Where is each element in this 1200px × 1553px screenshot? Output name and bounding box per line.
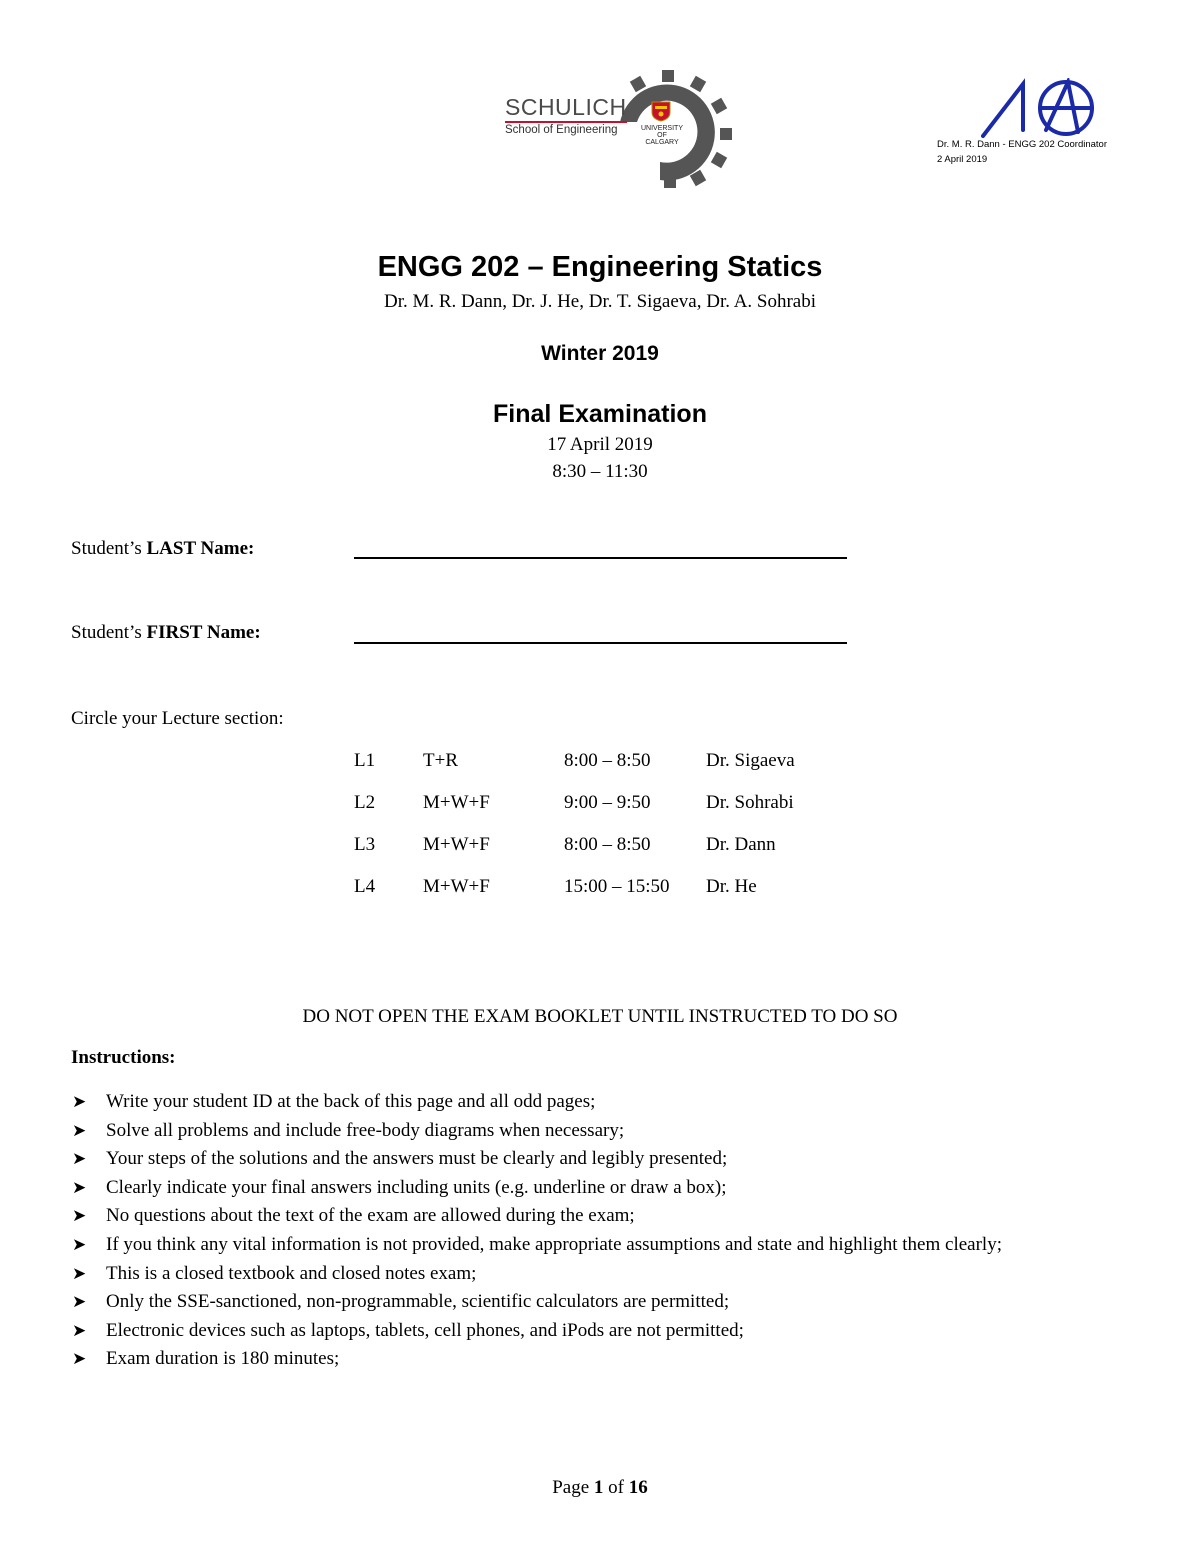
arrowhead-bullet-icon: ➤ <box>72 1320 87 1341</box>
logo-title: SCHULICH <box>505 94 627 120</box>
signature-caption: Dr. M. R. Dann - ENGG 202 Coordinator <box>937 139 1108 150</box>
section-days: M+W+F <box>423 834 490 855</box>
list-item: ➤ Only the SSE-sanctioned, non-programmable, scientific calculators are permitted; <box>72 1291 730 1313</box>
arrowhead-bullet-icon: ➤ <box>72 1263 87 1284</box>
instructors: Dr. M. R. Dann, Dr. J. He, Dr. T. Sigaeva, Dr. A. Sohrabi <box>383 291 817 312</box>
section-row[interactable] <box>354 750 874 776</box>
logo-divider <box>505 121 627 123</box>
first-name-label: Student’s FIRST Name: <box>71 622 261 643</box>
logo-subtitle: School of Engineering <box>505 124 618 136</box>
section-code: L3 <box>354 834 376 855</box>
crest-icon <box>650 100 672 122</box>
section-time: 8:00 – 8:50 <box>564 834 651 855</box>
exam-date: 17 April 2019 <box>547 434 653 455</box>
signature-date: 2 April 2019 <box>937 154 988 165</box>
arrowhead-bullet-icon: ➤ <box>72 1177 87 1198</box>
section-code: L4 <box>354 876 376 897</box>
list-item: ➤ This is a closed textbook and closed notes exam; <box>72 1262 477 1284</box>
instructions-heading: Instructions: <box>71 1047 176 1068</box>
list-item: ➤ Exam duration is 180 minutes; <box>72 1348 340 1370</box>
section-time: 15:00 – 15:50 <box>564 876 670 897</box>
list-item: ➤ No questions about the text of the exam are allowed during the exam; <box>72 1205 635 1227</box>
section-instructor: Dr. Sohrabi <box>706 792 794 813</box>
list-item: ➤ Clearly indicate your final answers including units (e.g. underline or draw a box); <box>72 1176 727 1198</box>
exam-notice: DO NOT OPEN THE EXAM BOOKLET UNTIL INSTRUCTED TO DO SO <box>302 1006 898 1027</box>
arrowhead-bullet-icon: ➤ <box>72 1206 87 1227</box>
first-name-field[interactable] <box>354 642 847 644</box>
section-row[interactable] <box>354 834 874 860</box>
section-days: M+W+F <box>423 792 490 813</box>
section-row[interactable] <box>354 792 874 818</box>
term: Winter 2019 <box>541 342 659 365</box>
instructions-list <box>72 1090 1002 1376</box>
arrowhead-bullet-icon: ➤ <box>72 1092 87 1112</box>
list-item: ➤ Write your student ID at the back of this page and all odd pages; <box>72 1091 596 1112</box>
section-instructor: Dr. Dann <box>706 834 776 855</box>
university-name: UNIVERSITY OF CALGARY <box>640 125 683 146</box>
list-item: ➤ If you think any vital information is not provided, make appropriate assumptions and state and highlight them clearly; <box>72 1233 1002 1255</box>
list-item: ➤ Solve all problems and include free-body diagrams when necessary; <box>72 1119 625 1141</box>
signature-logo <box>978 78 1098 140</box>
section-code: L2 <box>354 792 376 813</box>
list-item: ➤ Electronic devices such as laptops, tablets, cell phones, and iPods are not permitted; <box>72 1319 744 1341</box>
page-footer: Page 1 of 16 <box>552 1477 648 1498</box>
arrowhead-bullet-icon: ➤ <box>72 1349 87 1370</box>
section-time: 9:00 – 9:50 <box>564 792 651 813</box>
section-code: L1 <box>354 750 376 771</box>
lecture-section-label: Circle your Lecture section: <box>71 708 284 729</box>
exam-title: Final Examination <box>493 400 707 428</box>
last-name-label: Student’s LAST Name: <box>71 538 255 559</box>
section-days: M+W+F <box>423 876 490 897</box>
course-title: ENGG 202 – Engineering Statics <box>377 251 823 283</box>
last-name-field[interactable] <box>354 557 847 559</box>
section-instructor: Dr. Sigaeva <box>706 750 795 771</box>
section-time: 8:00 – 8:50 <box>564 750 651 771</box>
exam-time: 8:30 – 11:30 <box>552 461 648 482</box>
section-row[interactable] <box>354 876 874 902</box>
arrowhead-bullet-icon: ➤ <box>72 1120 87 1141</box>
arrowhead-bullet-icon: ➤ <box>72 1149 87 1170</box>
section-days: T+R <box>423 750 458 771</box>
arrowhead-bullet-icon: ➤ <box>72 1234 87 1255</box>
section-instructor: Dr. He <box>706 876 757 897</box>
list-item: ➤ Your steps of the solutions and the answers must be clearly and legibly presented; <box>72 1148 728 1170</box>
arrowhead-bullet-icon: ➤ <box>72 1292 87 1313</box>
